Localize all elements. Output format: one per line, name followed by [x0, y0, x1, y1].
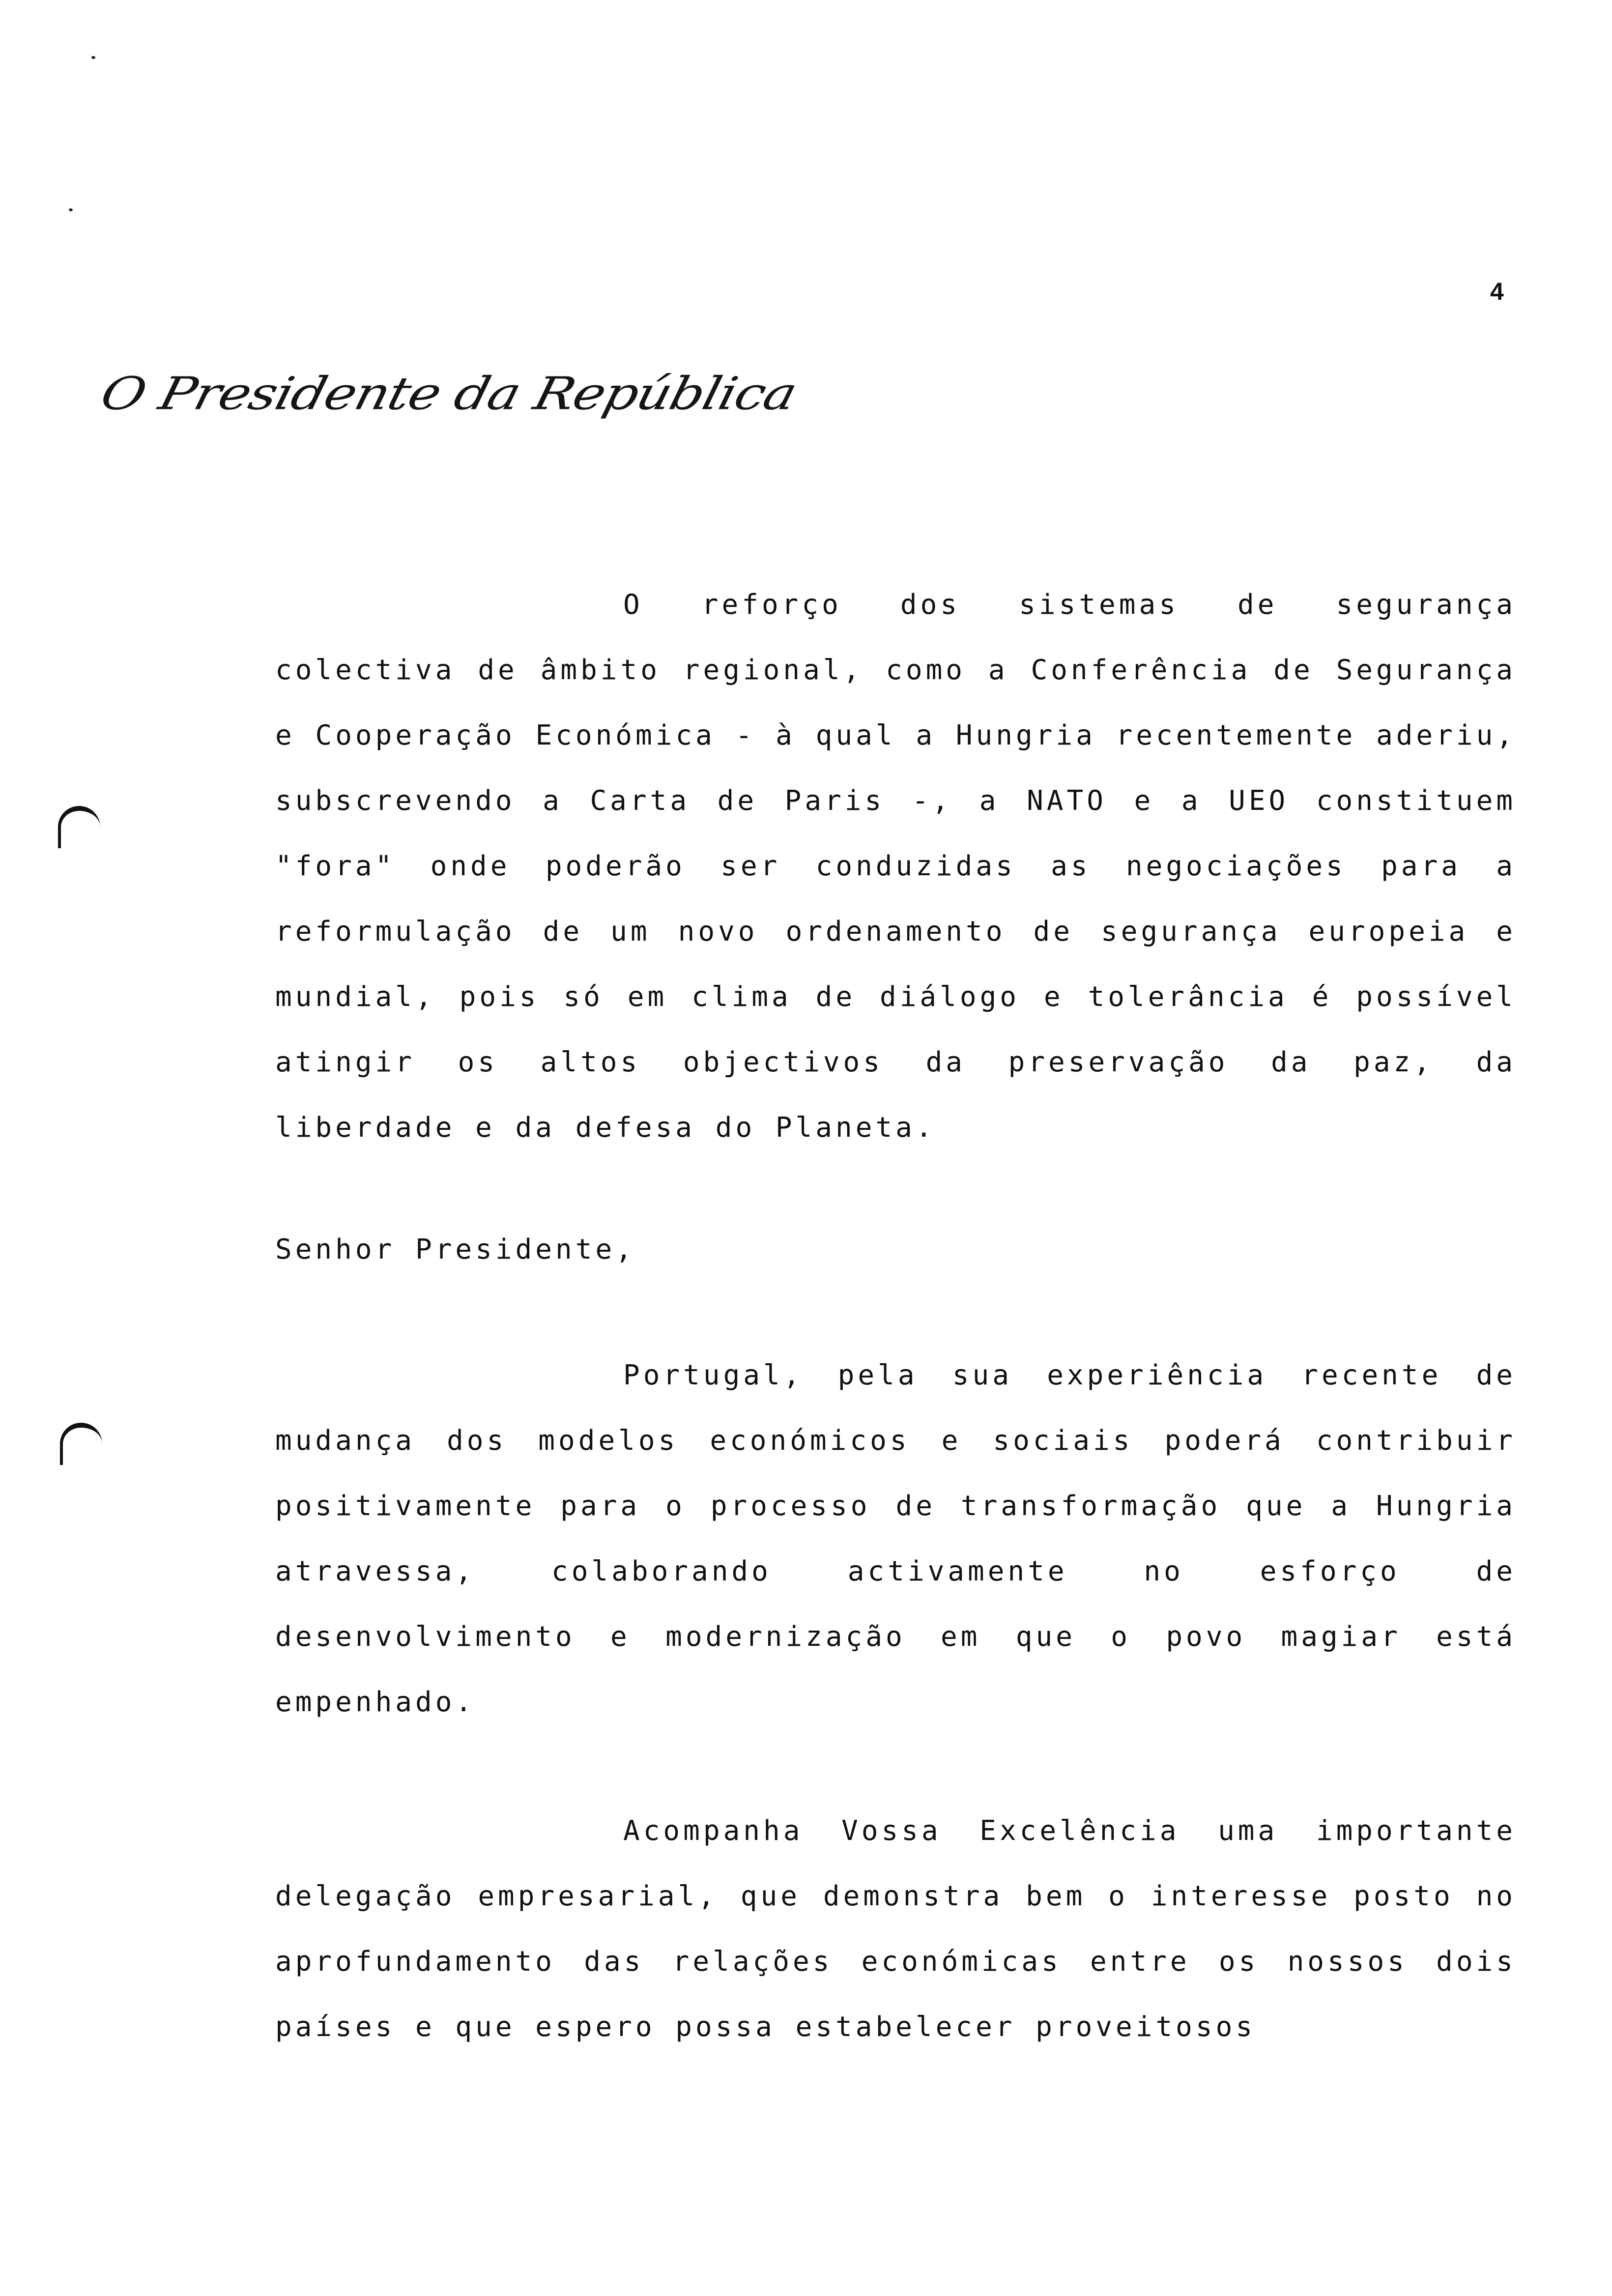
paragraph-regional-security: O reforço dos sistemas de segurança colectiva de âmbito regional, como a Conferência de Segurança e Cooperação Económica - à qual a Hungria recentemente aderiu, subscrevendo a Carta de Paris -, a NATO e a UEO constituem "fora" onde poderão ser conduzidas as negociações para a reformulação de um novo ordenamento de segurança europeia e mundial, pois só em clima de diálogo e tolerância é possível atingir os altos objectivos da preservação da paz, da liberdade e da defesa do Planeta.	[275, 589, 1516, 1144]
letter-body-delegation	[275, 1798, 1516, 2060]
letter-body	[275, 572, 1516, 1160]
salutation: Senhor Presidente,	[275, 1234, 635, 1265]
scan-speck	[91, 56, 95, 59]
letter-salutation-block	[275, 1217, 1516, 1282]
letter-body-portugal	[275, 1343, 1516, 1735]
page-number: 4	[1490, 278, 1504, 305]
paragraph-portugal-contribution: Portugal, pela sua experiência recente de mudança dos modelos económicos e sociais poderá contribuir positivamente para o processo de transformação que a Hungria atravessa, colaborando activamente no esforço de desenvolvimento e modernização em que o povo magiar está empenhado.	[275, 1359, 1516, 1718]
scan-speck	[69, 208, 73, 211]
letterhead-title: O Presidente da República	[95, 368, 802, 420]
punch-hole-mark-top	[58, 806, 100, 848]
paragraph-business-delegation: Acompanha Vossa Excelência uma importante delegação empresarial, que demonstra bem o interesse posto no aprofundamento das relações económicas entre os nossos dois países e que espero possa estabelecer proveitosos	[275, 1815, 1516, 2043]
punch-hole-mark-bottom	[60, 1423, 102, 1465]
